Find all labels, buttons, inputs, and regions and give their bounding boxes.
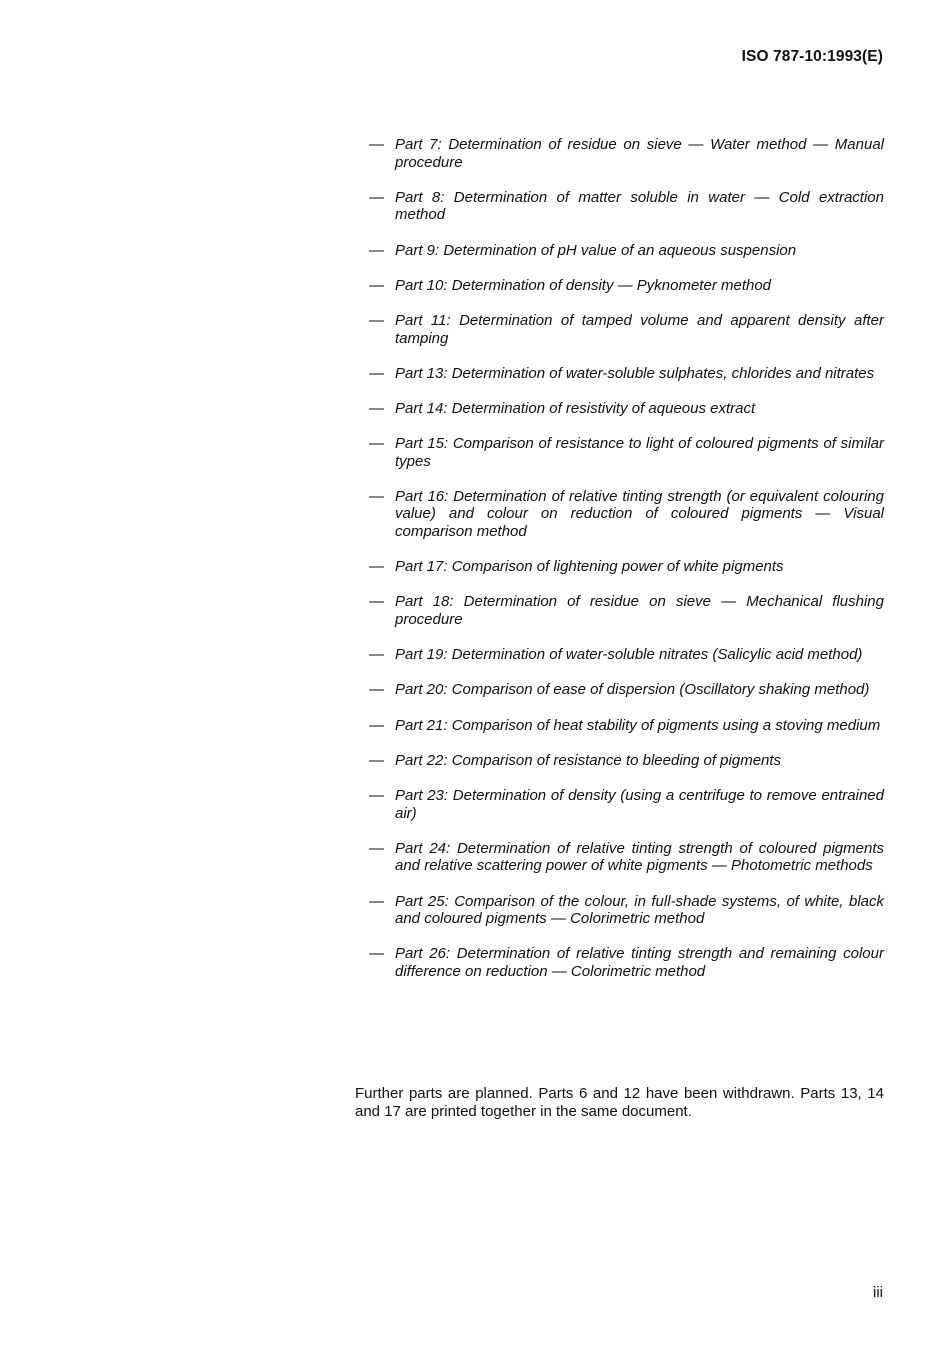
list-item-text: Part 18: Determination of residue on sieve — Mechanical flushing procedure [395,593,884,629]
list-item [369,312,884,347]
list-item [369,681,884,699]
list-item-text: Part 7: Determination of residue on sieve — Water method — Manual procedure [395,136,884,171]
list-item [369,646,884,664]
list-item-text: Part 10: Determination of density — Pyknometer method [395,276,772,294]
list-dash: — [369,435,384,453]
list-dash: — [369,681,384,699]
list-dash: — [369,364,384,382]
list-item [369,893,884,928]
list-dash: — [369,136,384,153]
list-item-text: Part 17: Comparison of lightening power of white pigments [395,558,784,576]
list-item-text: Part 15: Comparison of resistance to light of coloured pigments of similar types [395,435,884,470]
list-item-text: Part 22: Comparison of resistance to bleeding of pigments [395,751,782,769]
list-item [369,242,884,260]
parts-list [369,136,884,981]
list-dash: — [369,593,384,611]
list-item [369,277,884,295]
list-item [369,787,884,822]
list-item-text: Part 24: Determination of relative tinting strength of coloured pigments and relative scattering power of white pigments — Photometric methods [395,839,884,875]
list-item-text: Part 23: Determination of density (using a centrifuge to remove entrained air) [395,786,884,822]
list-item [369,189,884,224]
list-item [369,136,884,171]
list-item [369,945,884,980]
list-item [369,488,884,541]
list-item-text: Part 11: Determination of tamped volume and apparent density after tamping [395,311,884,347]
list-item [369,593,884,628]
list-item [369,435,884,470]
list-dash: — [369,646,384,664]
list-dash: — [369,786,384,804]
list-item [369,400,884,418]
list-item-text: Part 20: Comparison of ease of dispersion (Oscillatory shaking method) [395,681,870,699]
list-dash: — [369,276,384,294]
list-item-text: Part 25: Comparison of the colour, in full-shade systems, of white, black and coloured pigments — Colorimetric method [395,892,884,928]
list-item-text: Part 8: Determination of matter soluble in water — Cold extraction method [395,188,884,224]
list-item-text: Part 13: Determination of water-soluble sulphates, chlorides and nitrates [395,364,875,382]
list-dash: — [369,716,384,734]
list-item-text: Part 14: Determination of resistivity of aqueous extract [395,399,756,417]
list-item [369,840,884,875]
list-dash: — [369,892,384,910]
list-item-text: Part 26: Determination of relative tinting strength and remaining colour difference on reduction — Colorimetric method [395,945,884,980]
closing-paragraph: Further parts are planned. Parts 6 and 12 have been withdrawn. Parts 13, 14 and 17 are printed together in the same document. [355,1085,884,1120]
list-dash: — [369,311,384,329]
page-number: iii [873,1284,883,1301]
list-item-text: Part 9: Determination of pH value of an aqueous suspension [395,241,797,259]
list-item [369,752,884,770]
list-item [369,717,884,735]
list-dash: — [369,188,384,206]
list-dash: — [369,945,384,963]
list-item-text: Part 19: Determination of water-soluble nitrates (Salicylic acid method) [395,646,863,664]
list-item-text: Part 16: Determination of relative tinting strength (or equivalent colouring value) and colour on reduction of coloured pigments — Visual comparison method [395,487,884,541]
list-dash: — [369,839,384,857]
list-item [369,365,884,383]
list-dash: — [369,241,384,259]
list-dash: — [369,558,384,576]
document-id: ISO 787-10:1993(E) [741,48,883,65]
list-dash: — [369,399,384,417]
list-dash: — [369,487,384,505]
list-item-text: Part 21: Comparison of heat stability of pigments using a stoving medium [395,716,881,734]
list-item [369,558,884,576]
list-dash: — [369,751,384,769]
